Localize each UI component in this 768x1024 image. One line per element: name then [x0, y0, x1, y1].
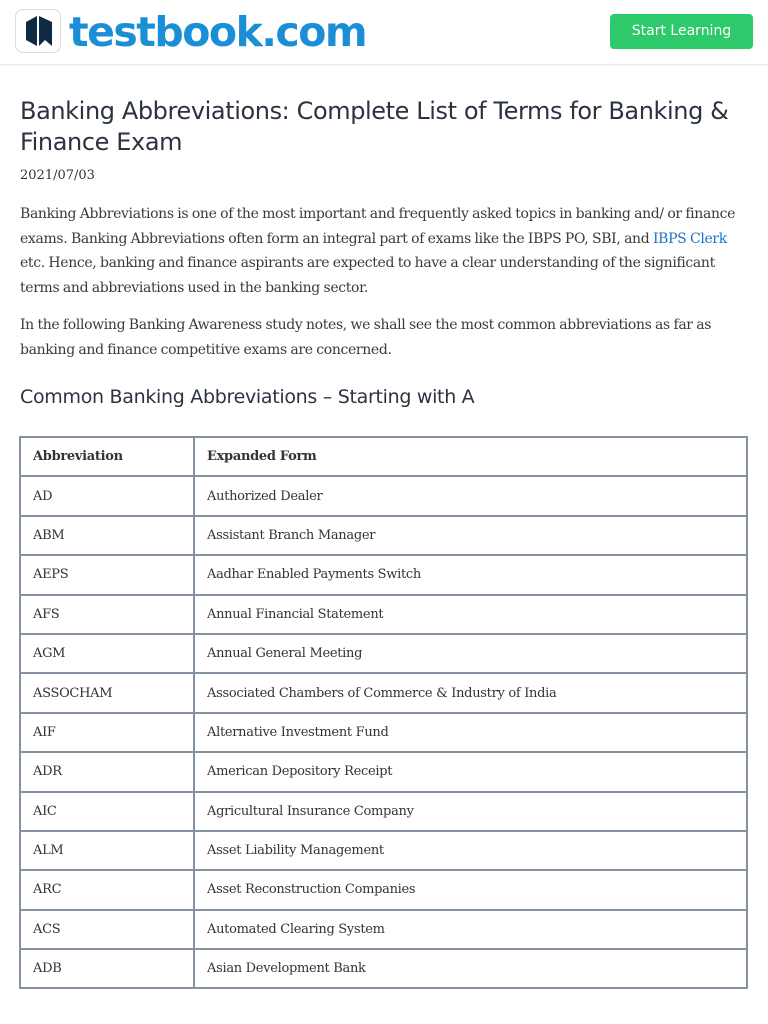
site-header	[0, 0, 768, 65]
abbreviation-cell: AIC	[20, 792, 194, 831]
table-row	[20, 713, 747, 752]
table-row	[20, 870, 747, 909]
table-row	[20, 752, 747, 791]
abbreviation-cell: ARC	[20, 870, 194, 909]
ibps-clerk-link[interactable]: IBPS Clerk	[652, 230, 727, 247]
table-row	[20, 516, 747, 555]
table-row	[20, 555, 747, 594]
abbreviation-cell: ABM	[20, 516, 194, 555]
table-row	[20, 910, 747, 949]
expanded-form-cell: Alternative Investment Fund	[194, 713, 747, 752]
expanded-form-cell: Asset Reconstruction Companies	[194, 870, 747, 909]
abbreviation-cell: ASSOCHAM	[20, 673, 194, 712]
abbreviation-cell: ADR	[20, 752, 194, 791]
expanded-form-cell: Automated Clearing System	[194, 910, 747, 949]
intro-paragraph	[20, 202, 750, 300]
expanded-form-cell: Assistant Branch Manager	[194, 516, 747, 555]
table-row	[20, 595, 747, 634]
expanded-form-column-header: Expanded Form	[194, 437, 747, 476]
start-learning-button[interactable]: Start Learning	[610, 14, 753, 49]
study-notes-paragraph: In the following Banking Awareness study notes, we shall see the most common abbreviations as far as banking and finance competitive exams are concerned.	[20, 317, 712, 358]
table-row	[20, 476, 747, 515]
abbreviation-cell: ADB	[20, 949, 194, 988]
expanded-form-cell: Associated Chambers of Commerce & Industry of India	[194, 673, 747, 712]
abbreviation-column-header: Abbreviation	[20, 437, 194, 476]
expanded-form-cell: Agricultural Insurance Company	[194, 792, 747, 831]
testbook-logo-icon[interactable]	[15, 9, 61, 53]
table-row	[20, 673, 747, 712]
abbreviation-cell: AEPS	[20, 555, 194, 594]
abbreviation-cell: AIF	[20, 713, 194, 752]
section-heading: Common Banking Abbreviations – Starting with A	[20, 386, 475, 408]
table-body	[20, 476, 747, 988]
expanded-form-cell: Aadhar Enabled Payments Switch	[194, 555, 747, 594]
article-date: 2021/07/03	[20, 168, 95, 183]
table-row	[20, 949, 747, 988]
abbreviation-cell: AD	[20, 476, 194, 515]
table-row	[20, 792, 747, 831]
expanded-form-cell: Annual Financial Statement	[194, 595, 747, 634]
abbreviation-cell: ALM	[20, 831, 194, 870]
abbreviation-cell: ACS	[20, 910, 194, 949]
article	[20, 96, 750, 410]
expanded-form-cell: Asset Liability Management	[194, 831, 747, 870]
expanded-form-cell: Asian Development Bank	[194, 949, 747, 988]
intro-text-part-2: etc. Hence, banking and finance aspirants are expected to have a clear understanding of the significant terms and abbreviations used in the banking sector.	[20, 255, 715, 296]
abbreviation-cell: AGM	[20, 634, 194, 673]
table-row	[20, 831, 747, 870]
abbreviations-table	[19, 436, 748, 989]
table-row	[20, 634, 747, 673]
article-title: Banking Abbreviations: Complete List of Terms for Banking & Finance Exam	[20, 97, 729, 156]
site-logo-text[interactable]: testbook.com	[69, 8, 367, 56]
expanded-form-cell: Annual General Meeting	[194, 634, 747, 673]
abbreviation-cell: AFS	[20, 595, 194, 634]
intro-text-part-1: Banking Abbreviations is one of the most important and frequently asked topics in banking and/ or finance exams. Banking Abbreviations often form an integral part of exams like the IBPS PO, SBI, and	[20, 206, 736, 247]
expanded-form-cell: American Depository Receipt	[194, 752, 747, 791]
expanded-form-cell: Authorized Dealer	[194, 476, 747, 515]
table-header-row	[20, 437, 747, 476]
